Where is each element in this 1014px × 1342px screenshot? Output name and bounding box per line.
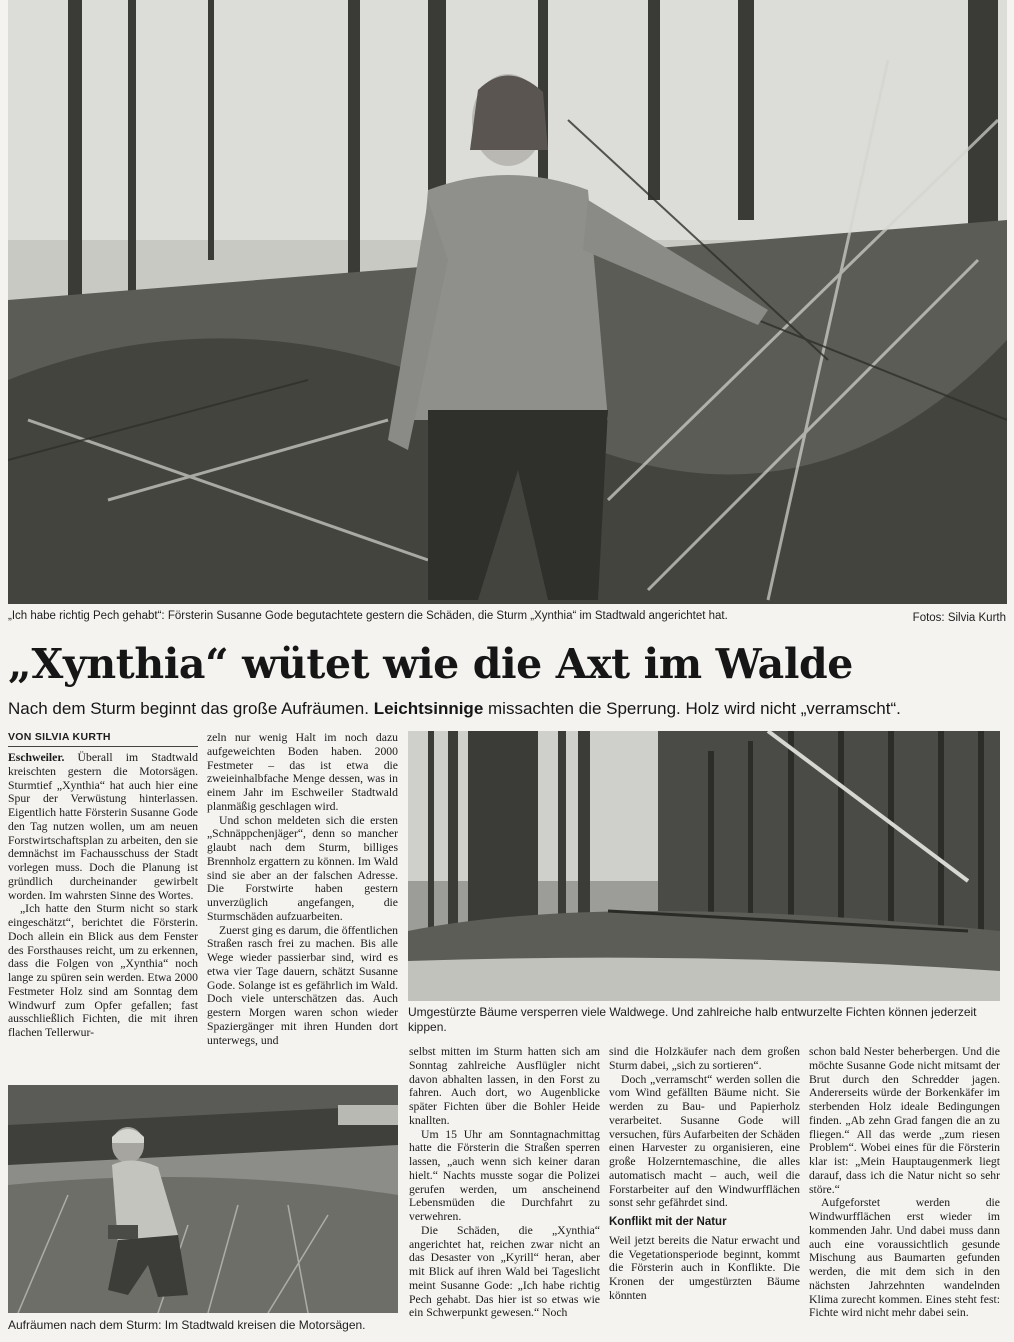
byline: VON SILVIA KURTH [8, 731, 198, 747]
article-column-2 [207, 731, 398, 1076]
subheadline-text-1: Nach dem Sturm beginnt das große Aufräumen. [8, 699, 374, 718]
paragraph: Weil jetzt bereits die Natur erwacht und die Vegetationsperiode beginnt, kommt die Försterin auch in Konflikte. Die Kronen der umgestürzten Bäume könnten [609, 1233, 800, 1302]
article-column-5 [809, 1045, 1000, 1335]
paragraph: sind die Holzkäufer nach dem großen Sturm dabei, „sich zu sortieren“. [609, 1045, 800, 1072]
paragraph: Zuerst ging es darum, die öffentlichen Straßen rasch frei zu machen. Bis alle Wege wieder passierbar sind, wird es etwa vier Tage dauern, schätzt Susanne Gode. Solange ist es gefährlich im Wald. Doch viele unterschätzen das. Auch gestern Morgen waren schon wieder Spaziergänger mit ihren Hunden dort unterwegs, und [207, 923, 398, 1047]
photo-fallen-trees-caption: Umgestürzte Bäume versperren viele Waldwege. Und zahlreiche halb entwurzelte Fichten können jederzeit kippen. [408, 1005, 977, 1034]
photo-forester [8, 0, 1007, 604]
paragraph: schon bald Nester beherbergen. Und die möchte Susanne Gode nicht mitsamt der Brut durch den Schredder jagen. Andererseits würde der Borkenkäfer im sterbenden Holz ideale Bedingungen finden. „Ab zehn Grad fangen die an zu fliegen.“ All das werde „zum riesen Problem“. Wobei eines für die Försterin klar ist: „Mein Hauptaugenmerk liegt darauf, dass ich die Natur nicht so sehr störe.“ [809, 1045, 1000, 1196]
paragraph: Die Schäden, die „Xynthia“ angerichtet hat, reichen zwar nicht an das Desaster von „Kyrill“ heran, aber mit Blick auf ihren Wald bei Tageslicht meint Susanne Gode: „Ich habe richtig Pech gehabt. Das hier ist so etwas wie ein Schwerpunkt gewesen.“ Noch [409, 1223, 600, 1320]
paragraph: Um 15 Uhr am Sonntagnachmittag hatte die Försterin die Straßen sperren lassen, „auch wenn sich keiner daran hielt.“ Nachts musste sogar die Polizei gerufen werden, um anscheinend Lebensmüden die Durchfahrt zu verwehren. [409, 1127, 600, 1223]
photo-credit: Fotos: Silvia Kurth [912, 612, 1006, 624]
article-column-4 [609, 1045, 800, 1335]
article-subheadline [8, 699, 1008, 719]
dateline: Eschweiler. [8, 751, 65, 764]
subheading: Konflikt mit der Natur [609, 1216, 727, 1228]
subheadline-bold: Leichtsinnige [373, 699, 484, 718]
photo-fallen-trees [408, 731, 1000, 1001]
article-headline: „Xynthia“ wütet wie die Axt im Walde [8, 640, 853, 688]
article-column-3 [409, 1045, 600, 1335]
photo-chainsaw-worker-caption: Aufräumen nach dem Sturm: Im Stadtwald kreisen die Motorsägen. [8, 1318, 366, 1332]
paragraph [8, 751, 198, 902]
photo-forester-caption: „Ich habe richtig Pech gehabt“: Försterin Susanne Gode begutachtete gestern die Schäden, die Sturm „Xynthia“ im Stadtwald angerichtet hat. [8, 610, 728, 622]
paragraph: selbst mitten im Sturm hatten sich am Sonntag zahlreiche Ausflügler nicht davon abhalten lassen, in den Forst zu fahren. Auch dort, wo Augenblicke später Fichten über die Bohler Heide knallten. [409, 1045, 600, 1127]
paragraph-text: Überall im Stadtwald kreischten gestern die Motorsägen. Sturmtief „Xynthia“ hat auch hier eine Spur der Verwüstung hinterlassen. Eigentlich hatte Försterin Susanne Gode den Tag nutzen wollen, um am neuen Forstwirtschaftsplan zu arbeiten, den sie demnächst im Fachausschuss der Stadt vorlegen muss. Doch die Planung ist gründlich durcheinander gewirbelt worden. Im wahrsten Sinne des Wortes. [8, 751, 198, 902]
article-column-1 [8, 751, 198, 1076]
paragraph: „Ich hatte den Sturm nicht so stark eingeschätzt“, berichtet die Försterin. Doch allein ein Blick aus dem Fenster des Forsthauses reicht, um zu erkennen, dass die Folgen von „Xynthia“ noch lange zu spüren sein werden. Etwa 2000 Festmeter Holz sind am Sonntag dem Windwurf zum Opfer gefallen; fast ausschließlich Fichten, die mit ihren flachen Tellerwur- [8, 902, 198, 1039]
paragraph: zeln nur wenig Halt im noch dazu aufgeweichten Boden haben. 2000 Festmeter – das ist etwa die zweieinhalbfache Menge dessen, was in einem Jahr im Eschweiler Stadtwald planmäßig geschlagen wird. [207, 731, 398, 813]
paragraph: Aufgeforstet werden die Windwurfflächen erst wieder im kommenden Jahr. Und dabei muss dann auch eine voraussichtlich gesunde Mischung aus Baumarten gefunden werden, die mit dem sich in den nächsten Jahrzehnten wandelnden Klima zurecht kommen. Eines steht fest: Fichte wird nicht mehr dabei sein. [809, 1196, 1000, 1320]
paragraph: Doch „verramscht“ werden sollen die vom Wind gefällten Bäume nicht. Sie werden zu Bau- und Papierholz verarbeitet. Susanne Gode will versuchen, fürs Aufarbeiten der Schäden einen Harvester zu organisieren, eine große Holzerntemaschine, die alles automatisch macht – auch, weil die Forstarbeiter auf den Windwurfflächen sonst sehr gefährdet sind. [609, 1072, 800, 1210]
subheadline-text-2: missachten die Sperrung. Holz wird nicht „verramscht“. [483, 699, 901, 718]
paragraph: Und schon meldeten sich die ersten „Schnäppchenjäger“, denn so mancher glaubt nach dem Sturm, billiges Brennholz ergattern zu können. Im Wald sind sie aber an der falschen Adresse. Die Forstwirte haben gestern unverzüglich angefangen, die Sturmschäden aufzuarbeiten. [207, 813, 398, 923]
photo-chainsaw-worker [8, 1085, 398, 1313]
